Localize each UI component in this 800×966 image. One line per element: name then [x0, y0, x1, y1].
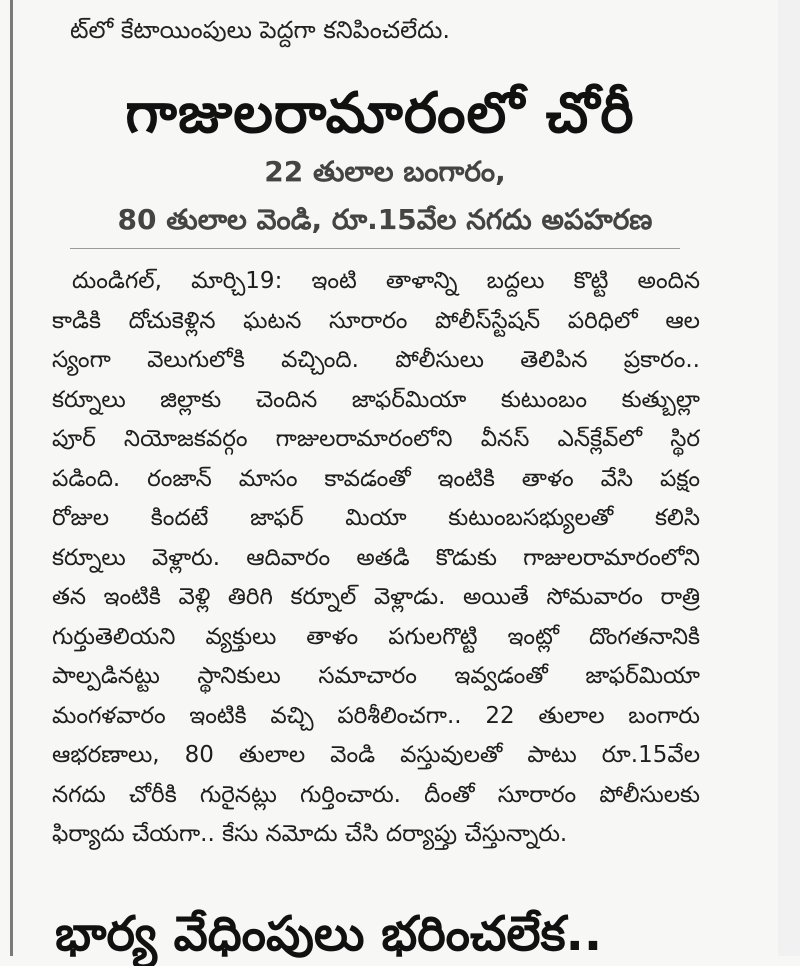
next-article-headline: భార్య వేధింపులు భరించలేక..: [55, 906, 603, 962]
body-line: పాల్పడినట్టు స్థానికులు సమాచారం ఇవ్వడంతో జాఫర్‌మియా: [52, 663, 700, 689]
page-edge: [778, 0, 800, 956]
article-body: [52, 262, 700, 855]
body-line: రోజుల కిందటే జాఫర్ మియా కుటుంబసభ్యులతో కలిసి: [52, 505, 700, 531]
body-line: తన ఇంటికి వెళ్లి తిరిగి కర్నూల్ వెళ్లాడు. అయితే సోమవారం రాత్రి: [52, 584, 700, 610]
body-line: కర్నూలు వెళ్లారు. ఆదివారం అతడి కొడుకు గాజులరామారంలోని: [52, 544, 700, 571]
previous-article-tail: ట్‌లో కేటాయింపులు పెద్దగా కనిపించలేదు.: [70, 16, 451, 44]
article-subheadline-1: 22 తులాల బంగారం,: [264, 155, 506, 188]
body-line: పడింది. రంజాన్ మాసం కావడంతో ఇంటికి తాళం వేసి పక్షం: [52, 465, 700, 492]
body-line: ఆభరణాలు, 80 తులాల వెండి వస్తువులతో పాటు రూ.15వేల: [52, 742, 700, 768]
body-line: కాడికి దోచుకెళ్లిన ఘటన సూరారం పోలీస్‌స్టేషన్ పరిధిలో ఆల: [52, 307, 700, 334]
subheadline-rule: [70, 248, 680, 249]
body-line: నగదు చోరీకి గురైనట్లు గుర్తించారు. దీంతో సూరారం పోలీసులకు: [52, 781, 700, 808]
article-headline: గాజులరామారంలో చోరీ: [125, 81, 635, 146]
body-line: పూర్ నియోజకవర్గం గాజులరామారంలోని వీనస్ ఎన్‌క్లేవ్‌లో స్థిర: [52, 426, 700, 452]
body-line: కర్నూలు జిల్లాకు చెందిన జాఫర్‌మియా కుటుంబం కుత్బుల్లా: [52, 386, 700, 413]
body-line: ఫిర్యాదు చేయగా.. కేసు నమోదు చేసి దర్యాప్తు చేస్తున్నారు.: [52, 821, 568, 847]
body-line: స్యంగా వెలుగులోకి వచ్చింది. పోలీసులు తెలిపిన ప్రకారం..: [52, 347, 700, 373]
body-line: మంగళవారం ఇంటికి వచ్చి పరిశీలించగా.. 22 తులాల బంగారు: [52, 702, 700, 729]
body-line: దుండిగల్, మార్చి19: ఇంటి తాళాన్ని బద్దలు కొట్టి అందిన: [72, 268, 700, 294]
body-line: గుర్తుతెలియని వ్యక్తులు తాళం పగులగొట్టి ఇంట్లో దొంగతనానికి: [52, 623, 700, 650]
article-subheadline-2: 80 తులాల వెండి, రూ.15వేల నగదు అపహరణ: [117, 203, 653, 236]
